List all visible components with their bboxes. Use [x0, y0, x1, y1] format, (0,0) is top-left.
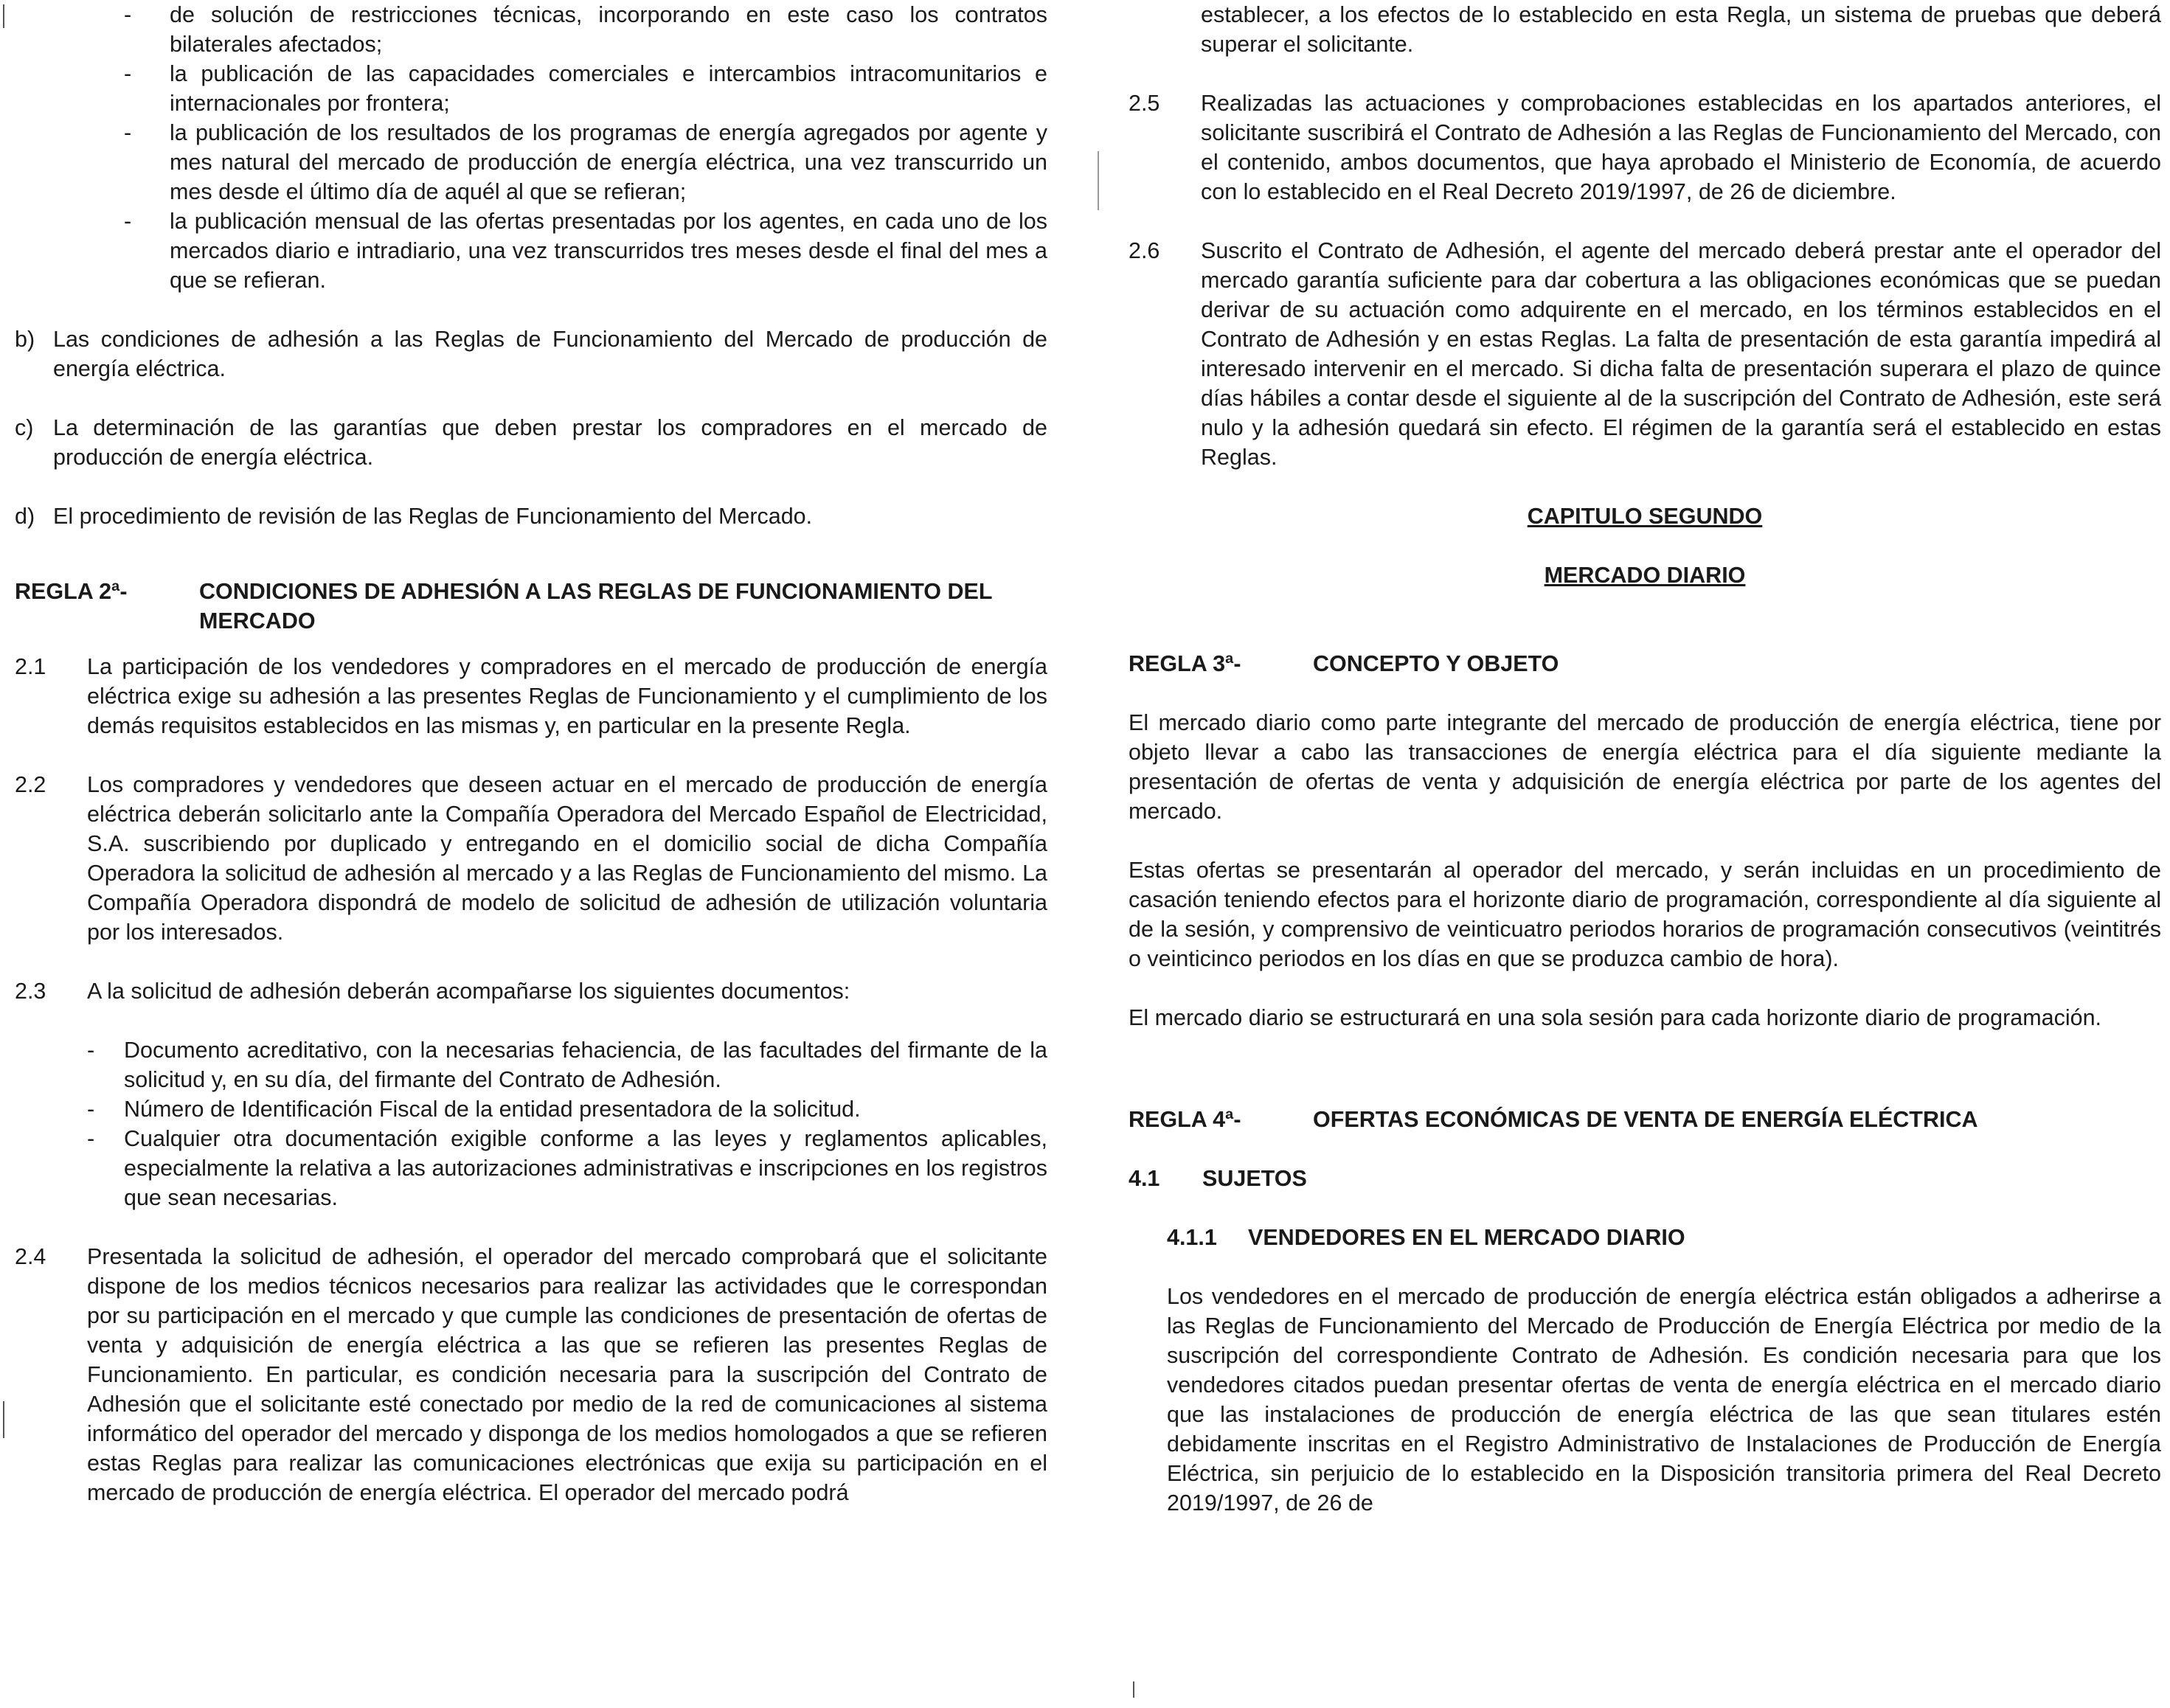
- item-letter: b): [15, 327, 35, 352]
- regla-label: REGLA 2ª-: [15, 579, 128, 604]
- item-c: [15, 413, 1047, 472]
- regla-title: CONCEPTO Y OBJETO: [1313, 651, 1559, 676]
- documents-list: [15, 1035, 1047, 1212]
- paragraph-2-6: [1129, 236, 2161, 472]
- item-d: [15, 501, 1047, 531]
- paragraph-text: La participación de los vendedores y compradores en el mercado de producción de energía eléctrica exige su adhesión a las presentes Reglas de Funcionamiento y el cumplimiento de los demás requisitos establecidos en las mismas y, en particular en la presente Regla.: [87, 654, 1047, 738]
- right-column: [1129, 0, 2161, 1518]
- paragraph-number: 2.6: [1129, 238, 1160, 263]
- section-4-1-1-paragraph: Los vendedores en el mercado de producción de energía eléctrica están obligados a adherirse a las Reglas de Funcionamiento del Mercado de Producción de Energía Eléctrica por medio de la suscripción del correspondiente Contrato de Adhesión. Es condición necesaria para que los vendedores citados puedan presentar ofertas de venta de energía eléctrica en el mercado diario que las instalaciones de producción de energía eléctrica de las que sean titulares estén debidamente inscritas en el Registro Administrativo de Instalaciones de Producción de Energía Eléctrica, sin perjuicio de lo establecido en la Disposición transitoria primera del Real Decreto 2019/1997, de 26 de: [1167, 1284, 2161, 1516]
- scan-edge-mark: [1133, 1681, 1134, 1698]
- paragraph-text: A la solicitud de adhesión deberán acompañarse los siguientes documentos:: [87, 979, 850, 1004]
- paragraph-text: Suscrito el Contrato de Adhesión, el agente del mercado deberá prestar ante el operador del mercado garantía suficiente para dar cobertura a las obligaciones económicas que se puedan derivar de su actuación como adquirente en el mercado, en los términos establecidos en el Contrato de Adhesión y en estas Reglas. La falta de presentación de esta garantía impedirá al interesado intervenir en el mercado. Si dicha falta de presentación superara el plazo de quince días hábiles a contar desde el siguiente al de la suscripción del Contrato de Adhesión, este será nulo y la adhesión quedará sin efecto. El régimen de la garantía será el establecido en estas Reglas.: [1201, 238, 2161, 470]
- regla-label: REGLA 4ª-: [1129, 1107, 1241, 1132]
- list-item: [15, 206, 1047, 295]
- section-number: 4.1.1: [1167, 1225, 1217, 1250]
- left-column: [15, 0, 1047, 1507]
- item-text: La determinación de las garantías que deben prestar los compradores en el mercado de producción de energía eléctrica.: [53, 415, 1047, 470]
- section-title: VENDEDORES EN EL MERCADO DIARIO: [1248, 1225, 1685, 1250]
- scan-edge-mark: [3, 1401, 4, 1438]
- publication-list: [15, 0, 1047, 295]
- paragraph-number: 2.5: [1129, 91, 1160, 116]
- section-number: 4.1: [1129, 1166, 1160, 1191]
- paragraph-number: 2.3: [15, 979, 46, 1004]
- list-item: [15, 1094, 1047, 1124]
- regla-title: OFERTAS ECONÓMICAS DE VENTA DE ENERGÍA ELÉCTRICA: [1313, 1107, 1978, 1132]
- paragraph-2-4: [15, 1242, 1047, 1507]
- paragraph-2-2: [15, 770, 1047, 947]
- list-item-text: de solución de restricciones técnicas, incorporando en este caso los contratos bilaterales afectados;: [170, 2, 1047, 57]
- paragraph-text: Realizadas las actuaciones y comprobaciones establecidas en los apartados anteriores, el solicitante suscribirá el Contrato de Adhesión a las Reglas de Funcionamiento del Mercado, con el contenido, ambos documentos, que haya aprobado el Ministerio de Economía, de acuerdo con lo establecido en el Real Decreto 2019/1997, de 26 de diciembre.: [1201, 91, 2161, 204]
- list-item-text: la publicación de los resultados de los programas de energía agregados por agente y mes natural del mercado de producción de energía eléctrica, una vez transcurrido un mes desde el último día de aquél al que se refieran;: [170, 120, 1047, 204]
- paragraph-text: establecer, a los efectos de lo establecido en esta Regla, un sistema de pruebas que deberá superar el solicitante.: [1201, 2, 2161, 57]
- regla-title: CONDICIONES DE ADHESIÓN A LAS REGLAS DE FUNCIONAMIENTO DEL MERCADO: [199, 579, 992, 633]
- regla-label: REGLA 3ª-: [1129, 651, 1241, 676]
- list-item: [15, 118, 1047, 206]
- item-letter: c): [15, 415, 34, 440]
- paragraph-2-1: [15, 652, 1047, 740]
- item-text: El procedimiento de revisión de las Reglas de Funcionamiento del Mercado.: [53, 504, 813, 529]
- paragraph-number: 2.4: [15, 1244, 46, 1269]
- paragraph-text: Presentada la solicitud de adhesión, el operador del mercado comprobará que el solicitante dispone de los medios técnicos necesarios para realizar las actividades que le correspondan por su participación en el mercado y que cumple las condiciones de presentación de ofertas de venta y adquisición de energía eléctrica a las que se refieren las presentes Reglas de Funcionamiento. En particular, es condición necesaria para la suscripción del Contrato de Adhesión que el solicitante esté conectado por medio de la red de comunicaciones al sistema informático del operador del mercado y disponga de los medios homologados a que se refieren estas Reglas para realizar las comunicaciones electrónicas que exija su participación en el mercado de producción de energía eléctrica. El operador del mercado podrá: [87, 1244, 1047, 1505]
- chapter-subtitle: MERCADO DIARIO: [1544, 563, 1746, 588]
- regla-3-paragraph: El mercado diario se estructurará en una sola sesión para cada horizonte diario de programación.: [1129, 1005, 2102, 1030]
- paragraph-number: 2.2: [15, 772, 46, 797]
- list-item-text: Documento acreditativo, con la necesarias fehaciencia, de las facultades del firmante de la solicitud y, en su día, del firmante del Contrato de Adhesión.: [124, 1038, 1047, 1092]
- list-item: [15, 0, 1047, 59]
- paragraph-2-4-continued: [1129, 0, 2161, 59]
- scan-edge-mark: [3, 4, 4, 28]
- item-text: Las condiciones de adhesión a las Reglas de Funcionamiento del Mercado de producción de energía eléctrica.: [53, 327, 1047, 381]
- paragraph-2-5: [1129, 88, 2161, 206]
- section-4-1-heading: [1129, 1164, 2161, 1193]
- list-item-text: la publicación de las capacidades comerciales e intercambios intracomunitarios e internacionales por frontera;: [170, 61, 1047, 116]
- paragraph-text: Los compradores y vendedores que deseen actuar en el mercado de producción de energía eléctrica deberán solicitarlo ante la Compañía Operadora del Mercado Español de Electricidad, S.A. suscribiendo por duplicado y entregando en el domicilio social de dicha Compañía Operadora la solicitud de adhesión al mercado y a las Reglas de Funcionamiento del mismo. La Compañía Operadora dispondrá de modelo de solicitud de adhesión de utilización voluntaria por los interesados.: [87, 772, 1047, 945]
- scan-edge-mark: [1098, 151, 1099, 210]
- chapter-title: CAPITULO SEGUNDO: [1527, 504, 1763, 529]
- section-heading-inner: [1167, 1223, 2161, 1252]
- list-item: [15, 1035, 1047, 1094]
- section-4-1-1-heading: [1129, 1223, 2161, 1252]
- section-title: SUJETOS: [1202, 1166, 1307, 1191]
- regla-2-heading: [15, 577, 1047, 636]
- regla-3-heading: [1129, 649, 2161, 678]
- paragraph-number: 2.1: [15, 654, 46, 679]
- list-item: [15, 59, 1047, 118]
- list-item: [15, 1124, 1047, 1212]
- regla-4-heading: [1129, 1105, 2161, 1134]
- regla-3-paragraph: El mercado diario como parte integrante del mercado de producción de energía eléctrica, tiene por objeto llevar a cabo las transacciones de energía eléctrica para el día siguiente mediante la presentación de ofertas de venta y adquisición de energía eléctrica por parte de los agentes del mercado.: [1129, 710, 2161, 824]
- list-item-text: la publicación mensual de las ofertas presentadas por los agentes, en cada uno de los mercados diario e intradiario, una vez transcurridos tres meses desde el final del mes a que se refieran.: [170, 209, 1047, 293]
- list-item-text: Cualquier otra documentación exigible conforme a las leyes y reglamentos aplicables, especialmente la relativa a las autorizaciones administrativas e inscripciones en los registros que sean necesarias.: [124, 1126, 1047, 1210]
- list-item-text: Número de Identificación Fiscal de la entidad presentadora de la solicitud.: [124, 1097, 861, 1122]
- regla-3-paragraph: Estas ofertas se presentarán al operador del mercado, y serán incluidas en un procedimiento de casación teniendo efectos para el horizonte diario de programación, correspondiente al día siguiente al de la sesión, y comprensivo de veinticuatro periodos horarios de programación consecutivos (veintitrés o veinticinco periodos en los días en que se produzca cambio de hora).: [1129, 858, 2161, 971]
- item-letter: d): [15, 504, 35, 529]
- item-b: [15, 324, 1047, 383]
- paragraph-2-3: [15, 976, 1047, 1006]
